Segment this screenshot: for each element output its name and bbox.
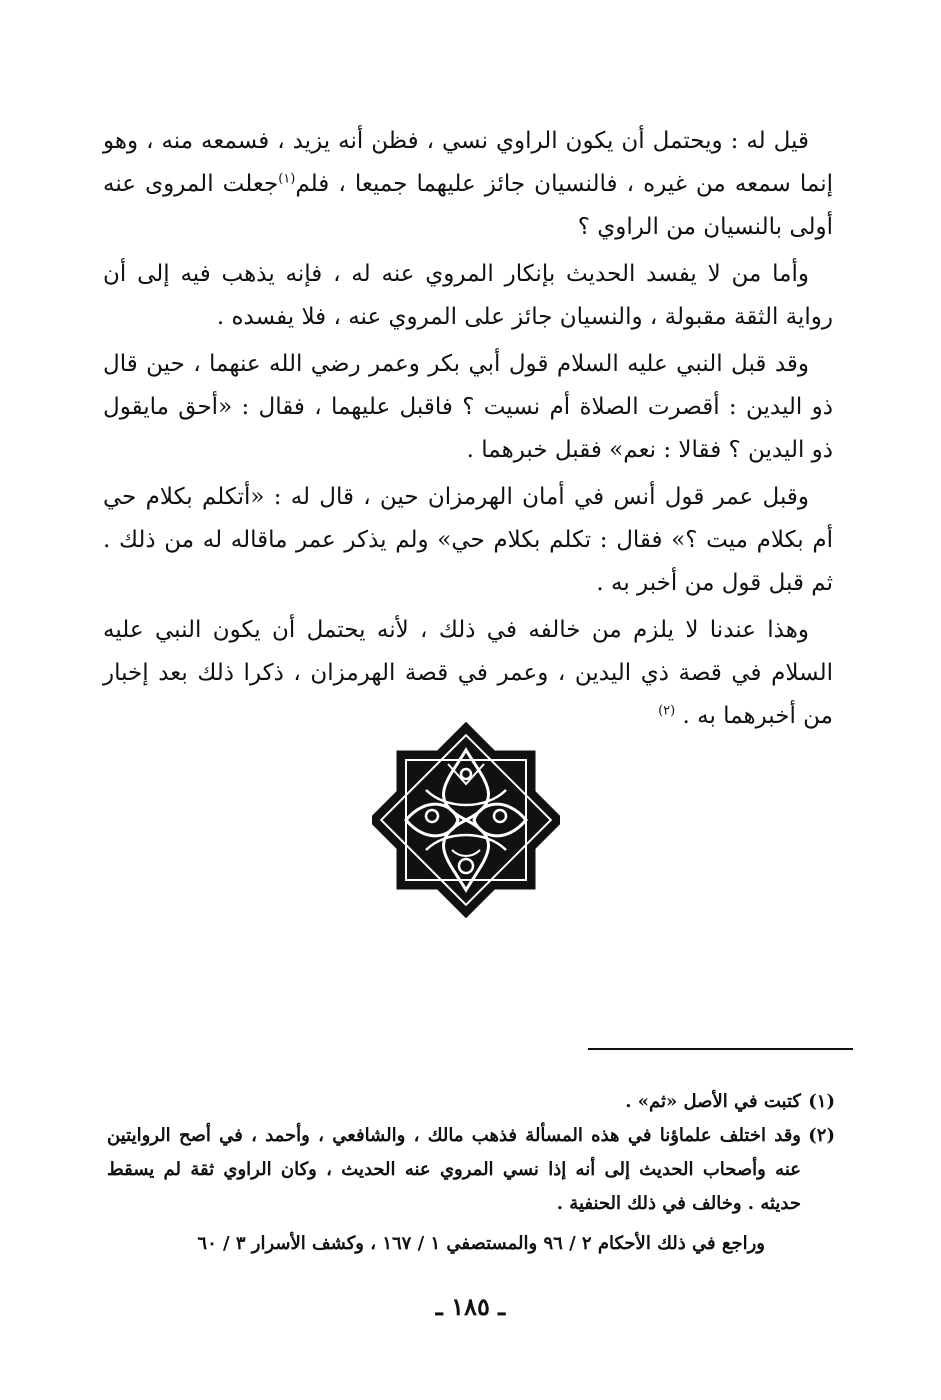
footnote-1 xyxy=(107,1085,835,1119)
paragraph-4: وقبل عمر قول أنس في أمان الهرمزان حين ، قال له : «أتكلم بكلام حي أم بكلام ميت ؟» فقال : تكلم بكلام حي» ولم يذكر عمر ماقاله له من ذلك . ثم قبل قول من أخبر به . xyxy=(103,484,833,596)
footnote-1-marker: (١) xyxy=(808,1091,835,1112)
footnote-2-text: وقد اختلف علماؤنا في هذه المسألة فذهب مالك ، والشافعي ، وأحمد ، في أصح الروايتين عنه وأصحاب الحديث إلى أنه إذا نسي المروي عنه الحديث ، وكان الراوي ثقة لم يسقط حديثه . وخالف في ذلك الحنفية . xyxy=(107,1125,801,1214)
footnote-2 xyxy=(107,1119,835,1221)
footnote-ref-2: (٢) xyxy=(658,703,676,719)
paragraph-1-part-a: قيل له : ويحتمل أن يكون الراوي نسي ، فظن أنه يزيد ، فسمعه منه ، وهو إنما سمعه من غيره ، فالنسيان جائز عليهما جميعا ، فلم xyxy=(103,128,833,197)
paragraph-3: وقد قبل النبي عليه السلام قول أبي بكر وعمر رضي الله عنهما ، حين قال ذو اليدين : أقصرت الصلاة أم نسيت ؟ فاقبل عليهما ، فقال : «أحق مايقول ذو اليدين ؟ فقالا : نعم» فقبل خبرهما . xyxy=(103,351,833,463)
footnote-2-reference: وراجع في ذلك الأحكام ٢ / ٩٦ والمستصفي ١ / ١٦٧ ، وكشف الأسرار ٣ / ٦٠ xyxy=(197,1233,765,1254)
footnote-divider xyxy=(588,1048,853,1050)
paragraph-1 xyxy=(103,120,833,249)
footnote-2-marker: (٢) xyxy=(808,1125,835,1146)
footnote-1-text: كتبت في الأصل «ثم» . xyxy=(625,1091,801,1112)
ornament-star-icon xyxy=(372,716,560,924)
footnote-ref-1: (١) xyxy=(278,171,296,187)
paragraph-5-text: وهذا عندنا لا يلزم من خالفه في ذلك ، لأنه يحتمل أن يكون النبي عليه السلام في قصة ذي اليدين ، وعمر في قصة الهرمزان ، ذكرا ذلك بعد إخبار من أخبرهما به . xyxy=(103,617,833,729)
footnotes xyxy=(107,1085,835,1261)
paragraph-1-part-b: جعلت المروى عنه أولى بالنسيان من الراوي ؟ xyxy=(103,171,833,240)
page-number: ـ ١٨٥ ـ xyxy=(435,1292,506,1321)
main-text xyxy=(103,120,833,742)
paragraph-2: وأما من لا يفسد الحديث بإنكار المروي عنه له ، فإنه يذهب فيه إلى أن رواية الثقة مقبولة ، والنسيان جائز على المروي عنه ، فلا يفسده . xyxy=(103,261,833,330)
